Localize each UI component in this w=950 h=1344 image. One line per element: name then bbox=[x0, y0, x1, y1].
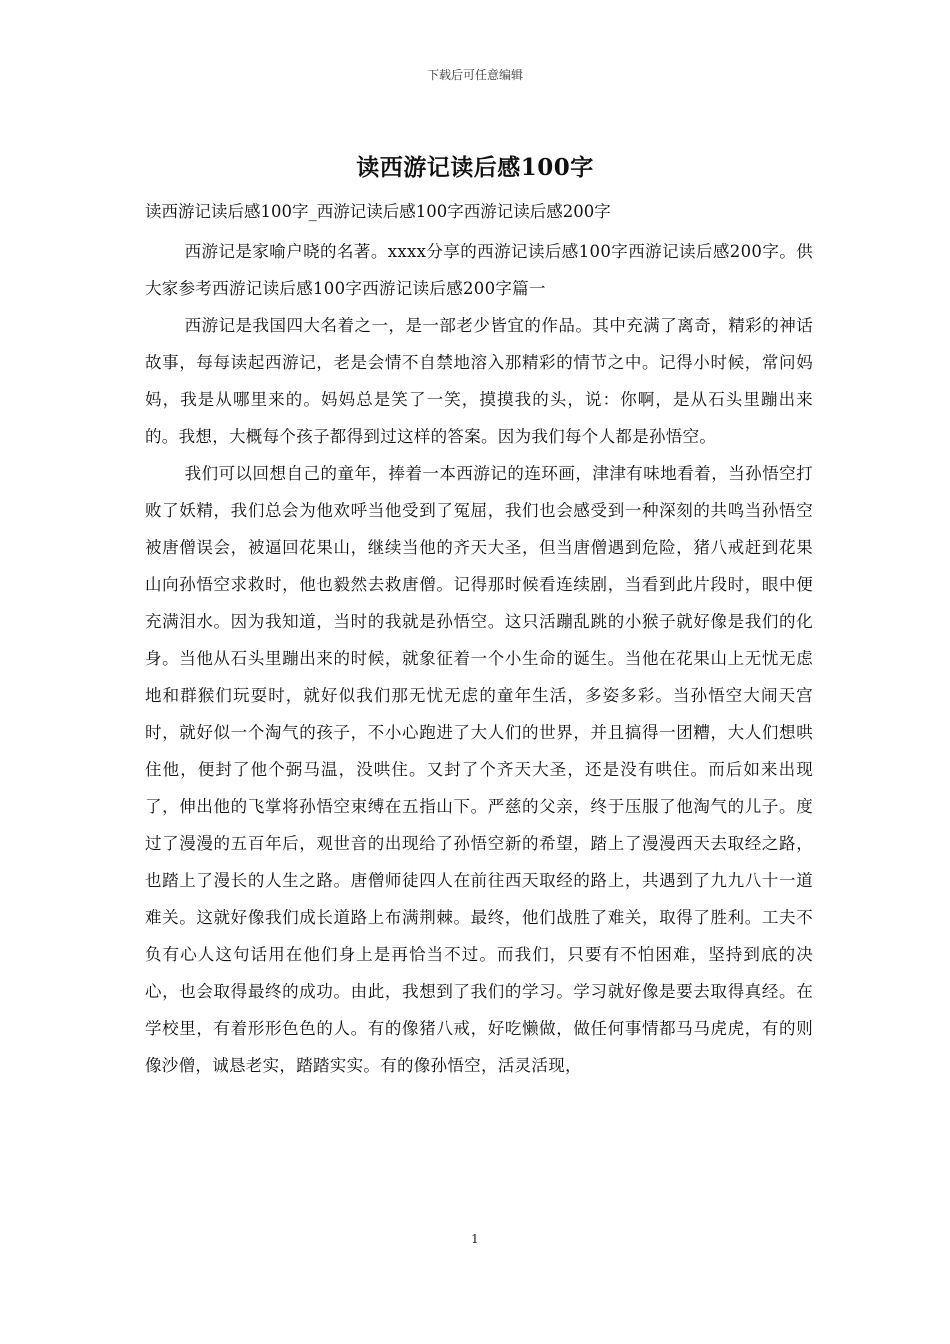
document-body bbox=[145, 233, 813, 1084]
document-subtitle: 读西游记读后感100字_西游记读后感100字西游记读后感200字 bbox=[145, 202, 611, 221]
page-number: 1 bbox=[471, 1232, 479, 1246]
paragraph-1: 西游记是我国四大名着之一，是一部老少皆宜的作品。其中充满了离奇，精彩的神话故事，每每读起西游记，老是会情不自禁地溶入那精彩的情节之中。记得小时候，常问妈妈，我是从哪里来的。妈妈总是笑了一笑，摸摸我的头，说：你啊，是从石头里蹦出来的。我想，大概每个孩子都得到过这样的答案。因为我们每个人都是孙悟空。 bbox=[145, 316, 813, 446]
paragraph-intro: 西游记是家喻户晓的名著。xxxx分享的西游记读后感100字西游记读后感200字。供大家参考西游记读后感100字西游记读后感200字篇一 bbox=[145, 242, 813, 298]
document-title: 读西游记读后感100字 bbox=[356, 154, 594, 181]
paragraph-2: 我们可以回想自己的童年，捧着一本西游记的连环画，津津有味地看着，当孙悟空打败了妖精，我们总会为他欢呼当他受到了冤屈，我们也会感受到一种深刻的共鸣当孙悟空被唐僧误会，被逼回花果山，继续当他的齐天大圣，但当唐僧遇到危险，猪八戒赶到花果山向孙悟空求救时，他也毅然去救唐僧。记得那时候看连续剧，当看到此片段时，眼中便充满泪水。因为我知道，当时的我就是孙悟空。这只活蹦乱跳的小猴子就好像是我们的化身。当他从石头里蹦出来的时候，就象征着一个小生命的诞生。当他在花果山上无忧无虑地和群猴们玩耍时，就好似我们那无忧无虑的童年生活，多姿多彩。当孙悟空大闹天宫时，就好似一个淘气的孩子，不小心跑进了大人们的世界，并且搞得一团糟，大人们想哄住他，便封了他个弼马温，没哄住。又封了个齐天大圣，还是没有哄住。而后如来出现了，伸出他的飞掌将孙悟空束缚在五指山下。严慈的父亲，终于压服了他淘气的儿子。度过了漫漫的五百年后，观世音的出现给了孙悟空新的希望，踏上了漫漫西天去取经之路，也踏上了漫长的人生之路。唐僧师徒四人在前往西天取经的路上，共遇到了九九八十一道难关。这就好像我们成长道路上布满荆棘。最终，他们战胜了难关，取得了胜利。工夫不负有心人这句话用在他们身上是再恰当不过。而我们，只要有不怕困难，坚持到底的决心，也会取得最终的成功。由此，我想到了我们的学习。学习就好像是要去取得真经。在学校里，有着形形色色的人。有的像猪八戒，好吃懒做，做任何事情都马马虎虎，有的则像沙僧，诚恳老实，踏踏实实。有的像孙悟空，活灵活现， bbox=[145, 464, 813, 1075]
page-header-note: 下载后可任意编辑 bbox=[426, 68, 523, 82]
